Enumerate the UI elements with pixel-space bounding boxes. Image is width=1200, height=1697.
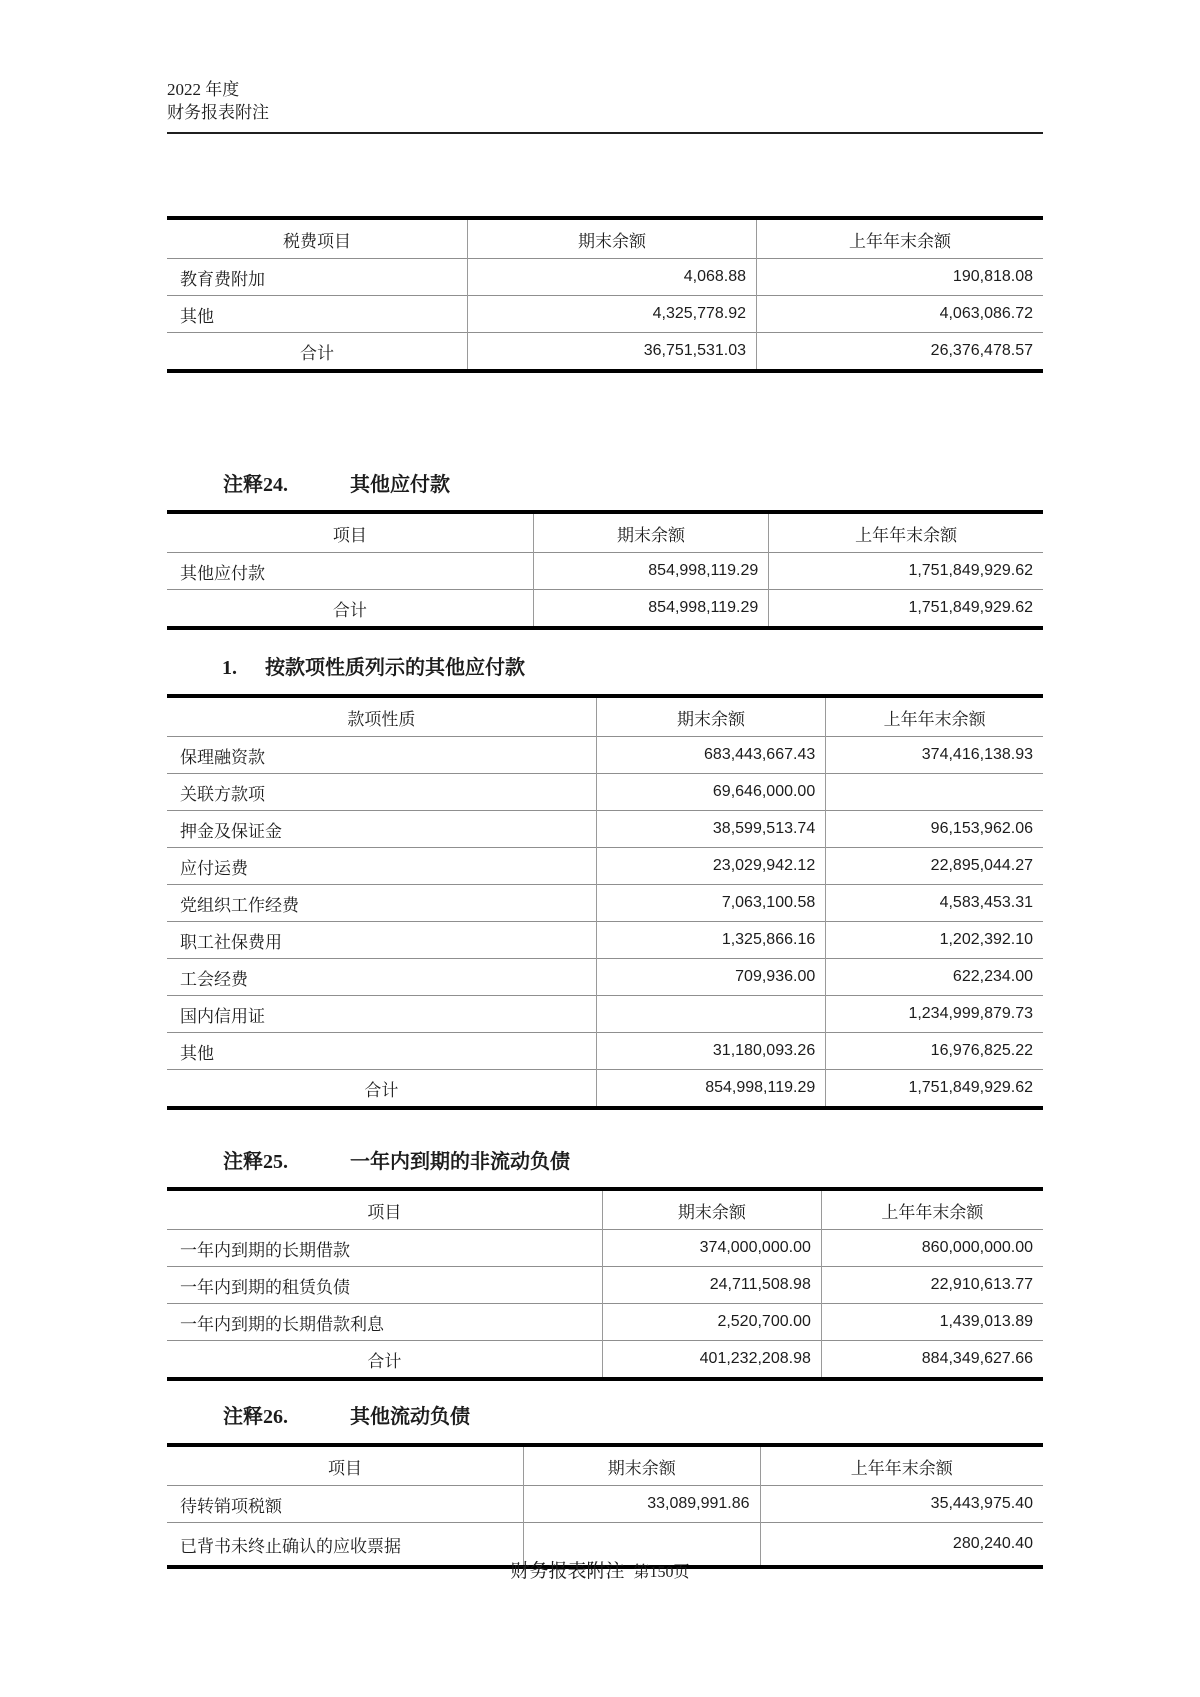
page-footer	[0, 1556, 1200, 1583]
amount-current: 23,029,942.12	[596, 848, 826, 885]
total-label: 合计	[167, 1070, 596, 1109]
column-header-item: 项目	[328, 1458, 363, 1478]
table-row	[167, 1230, 1043, 1267]
column-header-ending-balance: 期末余额	[533, 512, 769, 553]
total-row	[167, 1341, 1043, 1380]
other-payables-summary-table	[167, 510, 1043, 630]
total-prior: 1,751,849,929.62	[826, 1070, 1043, 1109]
amount-prior: 860,000,000.00	[821, 1230, 1043, 1267]
report-year: 2022 年度	[167, 80, 240, 99]
table-row	[167, 259, 1043, 296]
amount-current: 4,068.88	[467, 259, 756, 296]
table-row	[167, 848, 1043, 885]
sub1-title: 按款项性质列示的其他应付款	[265, 657, 525, 679]
amount-prior: 374,416,138.93	[826, 737, 1043, 774]
column-header-tax-item: 税费项目	[282, 231, 351, 251]
column-header-nature: 款项性质	[347, 709, 416, 729]
amount-prior: 22,895,044.27	[826, 848, 1043, 885]
footer-doc-title: 财务报表附注	[510, 1561, 625, 1582]
total-current: 854,998,119.29	[533, 590, 769, 629]
row-label: 一年内到期的租赁负债	[167, 1267, 602, 1304]
total-current: 36,751,531.03	[467, 333, 756, 372]
table-row	[167, 885, 1043, 922]
column-header-item: 项目	[332, 525, 367, 545]
column-header-ending-balance: 期末余额	[596, 696, 826, 737]
table-row	[167, 296, 1043, 333]
row-label: 关联方款项	[167, 774, 596, 811]
amount-prior: 4,063,086.72	[757, 296, 1043, 333]
amount-prior: 4,583,453.31	[826, 885, 1043, 922]
amount-prior: 280,240.40	[760, 1523, 1043, 1568]
total-label: 合计	[167, 590, 533, 629]
amount-current	[596, 996, 826, 1033]
row-label: 押金及保证金	[167, 811, 596, 848]
note26-number: 注释26.	[223, 1406, 288, 1428]
amount-current: 683,443,667.43	[596, 737, 826, 774]
tax-items-table	[167, 216, 1043, 373]
note25-number: 注释25.	[223, 1151, 288, 1173]
total-prior: 884,349,627.66	[821, 1341, 1043, 1380]
note25-heading	[223, 1150, 1043, 1175]
column-header-prior-year-balance: 上年年末余额	[760, 1445, 1043, 1486]
amount-prior: 190,818.08	[757, 259, 1043, 296]
row-label: 工会经费	[167, 959, 596, 996]
table-header-row	[167, 512, 1043, 553]
amount-current: 69,646,000.00	[596, 774, 826, 811]
amount-current: 4,325,778.92	[467, 296, 756, 333]
total-label: 合计	[167, 1341, 602, 1380]
note24-number: 注释24.	[223, 474, 288, 496]
amount-current: 38,599,513.74	[596, 811, 826, 848]
amount-prior: 35,443,975.40	[760, 1486, 1043, 1523]
table-row	[167, 1267, 1043, 1304]
table-row	[167, 1486, 1043, 1523]
other-payables-by-nature-table	[167, 694, 1043, 1110]
row-label: 党组织工作经费	[167, 885, 596, 922]
total-label: 合计	[167, 333, 467, 372]
row-label: 一年内到期的长期借款	[167, 1230, 602, 1267]
column-header-prior-year-balance: 上年年末余额	[769, 512, 1043, 553]
sub1-number: 1.	[222, 657, 237, 679]
table-row	[167, 811, 1043, 848]
row-label: 一年内到期的长期借款利息	[167, 1304, 602, 1341]
row-label: 已背书未终止确认的应收票据	[167, 1523, 524, 1568]
table-header-row	[167, 218, 1043, 259]
footer-page-number: 第150页	[633, 1564, 690, 1581]
table-row	[167, 737, 1043, 774]
document-header	[167, 78, 1043, 134]
table-header-row	[167, 1445, 1043, 1486]
total-current: 401,232,208.98	[602, 1341, 821, 1380]
row-label: 国内信用证	[167, 996, 596, 1033]
amount-current: 31,180,093.26	[596, 1033, 826, 1070]
other-current-liabilities-table	[167, 1443, 1043, 1569]
amount-current: 24,711,508.98	[602, 1267, 821, 1304]
total-row	[167, 333, 1043, 372]
column-header-prior-year-balance: 上年年末余额	[821, 1189, 1043, 1230]
amount-current: 7,063,100.58	[596, 885, 826, 922]
amount-prior: 1,202,392.10	[826, 922, 1043, 959]
amount-current: 709,936.00	[596, 959, 826, 996]
column-header-prior-year-balance: 上年年末余额	[757, 218, 1043, 259]
table-row	[167, 1304, 1043, 1341]
table-row	[167, 774, 1043, 811]
table-row	[167, 996, 1043, 1033]
amount-current: 1,325,866.16	[596, 922, 826, 959]
note26-title: 其他流动负债	[350, 1406, 470, 1428]
amount-current: 33,089,991.86	[524, 1486, 761, 1523]
column-header-item: 项目	[367, 1202, 402, 1222]
table-row	[167, 922, 1043, 959]
amount-prior: 1,439,013.89	[821, 1304, 1043, 1341]
column-header-ending-balance: 期末余额	[602, 1189, 821, 1230]
amount-prior: 96,153,962.06	[826, 811, 1043, 848]
total-row	[167, 590, 1043, 629]
column-header-ending-balance: 期末余额	[467, 218, 756, 259]
column-header-prior-year-balance: 上年年末余额	[826, 696, 1043, 737]
amount-prior: 1,234,999,879.73	[826, 996, 1043, 1033]
row-label: 职工社保费用	[167, 922, 596, 959]
amount-current: 2,520,700.00	[602, 1304, 821, 1341]
table-header-row	[167, 696, 1043, 737]
note24-sub1-heading	[222, 656, 1043, 681]
total-prior: 1,751,849,929.62	[769, 590, 1043, 629]
column-header-ending-balance: 期末余额	[524, 1445, 761, 1486]
note24-title: 其他应付款	[350, 474, 450, 496]
row-label: 待转销项税额	[167, 1486, 524, 1523]
row-label: 其他应付款	[167, 553, 533, 590]
total-prior: 26,376,478.57	[757, 333, 1043, 372]
amount-current: 854,998,119.29	[533, 553, 769, 590]
row-label: 教育费附加	[167, 259, 467, 296]
total-row	[167, 1070, 1043, 1109]
amount-prior	[826, 774, 1043, 811]
table-row	[167, 1033, 1043, 1070]
note24-heading	[223, 473, 1043, 498]
amount-prior: 622,234.00	[826, 959, 1043, 996]
table-header-row	[167, 1189, 1043, 1230]
note25-title: 一年内到期的非流动负债	[350, 1151, 570, 1173]
total-current: 854,998,119.29	[596, 1070, 826, 1109]
noncurrent-liabilities-due-within-one-year-table	[167, 1187, 1043, 1381]
table-row	[167, 553, 1043, 590]
row-label: 应付运费	[167, 848, 596, 885]
row-label: 保理融资款	[167, 737, 596, 774]
note26-heading	[223, 1405, 1043, 1430]
table-row	[167, 959, 1043, 996]
amount-prior: 22,910,613.77	[821, 1267, 1043, 1304]
row-label: 其他	[167, 1033, 596, 1070]
row-label: 其他	[167, 296, 467, 333]
report-title: 财务报表附注	[167, 103, 269, 122]
amount-prior: 1,751,849,929.62	[769, 553, 1043, 590]
amount-current: 374,000,000.00	[602, 1230, 821, 1267]
amount-prior: 16,976,825.22	[826, 1033, 1043, 1070]
